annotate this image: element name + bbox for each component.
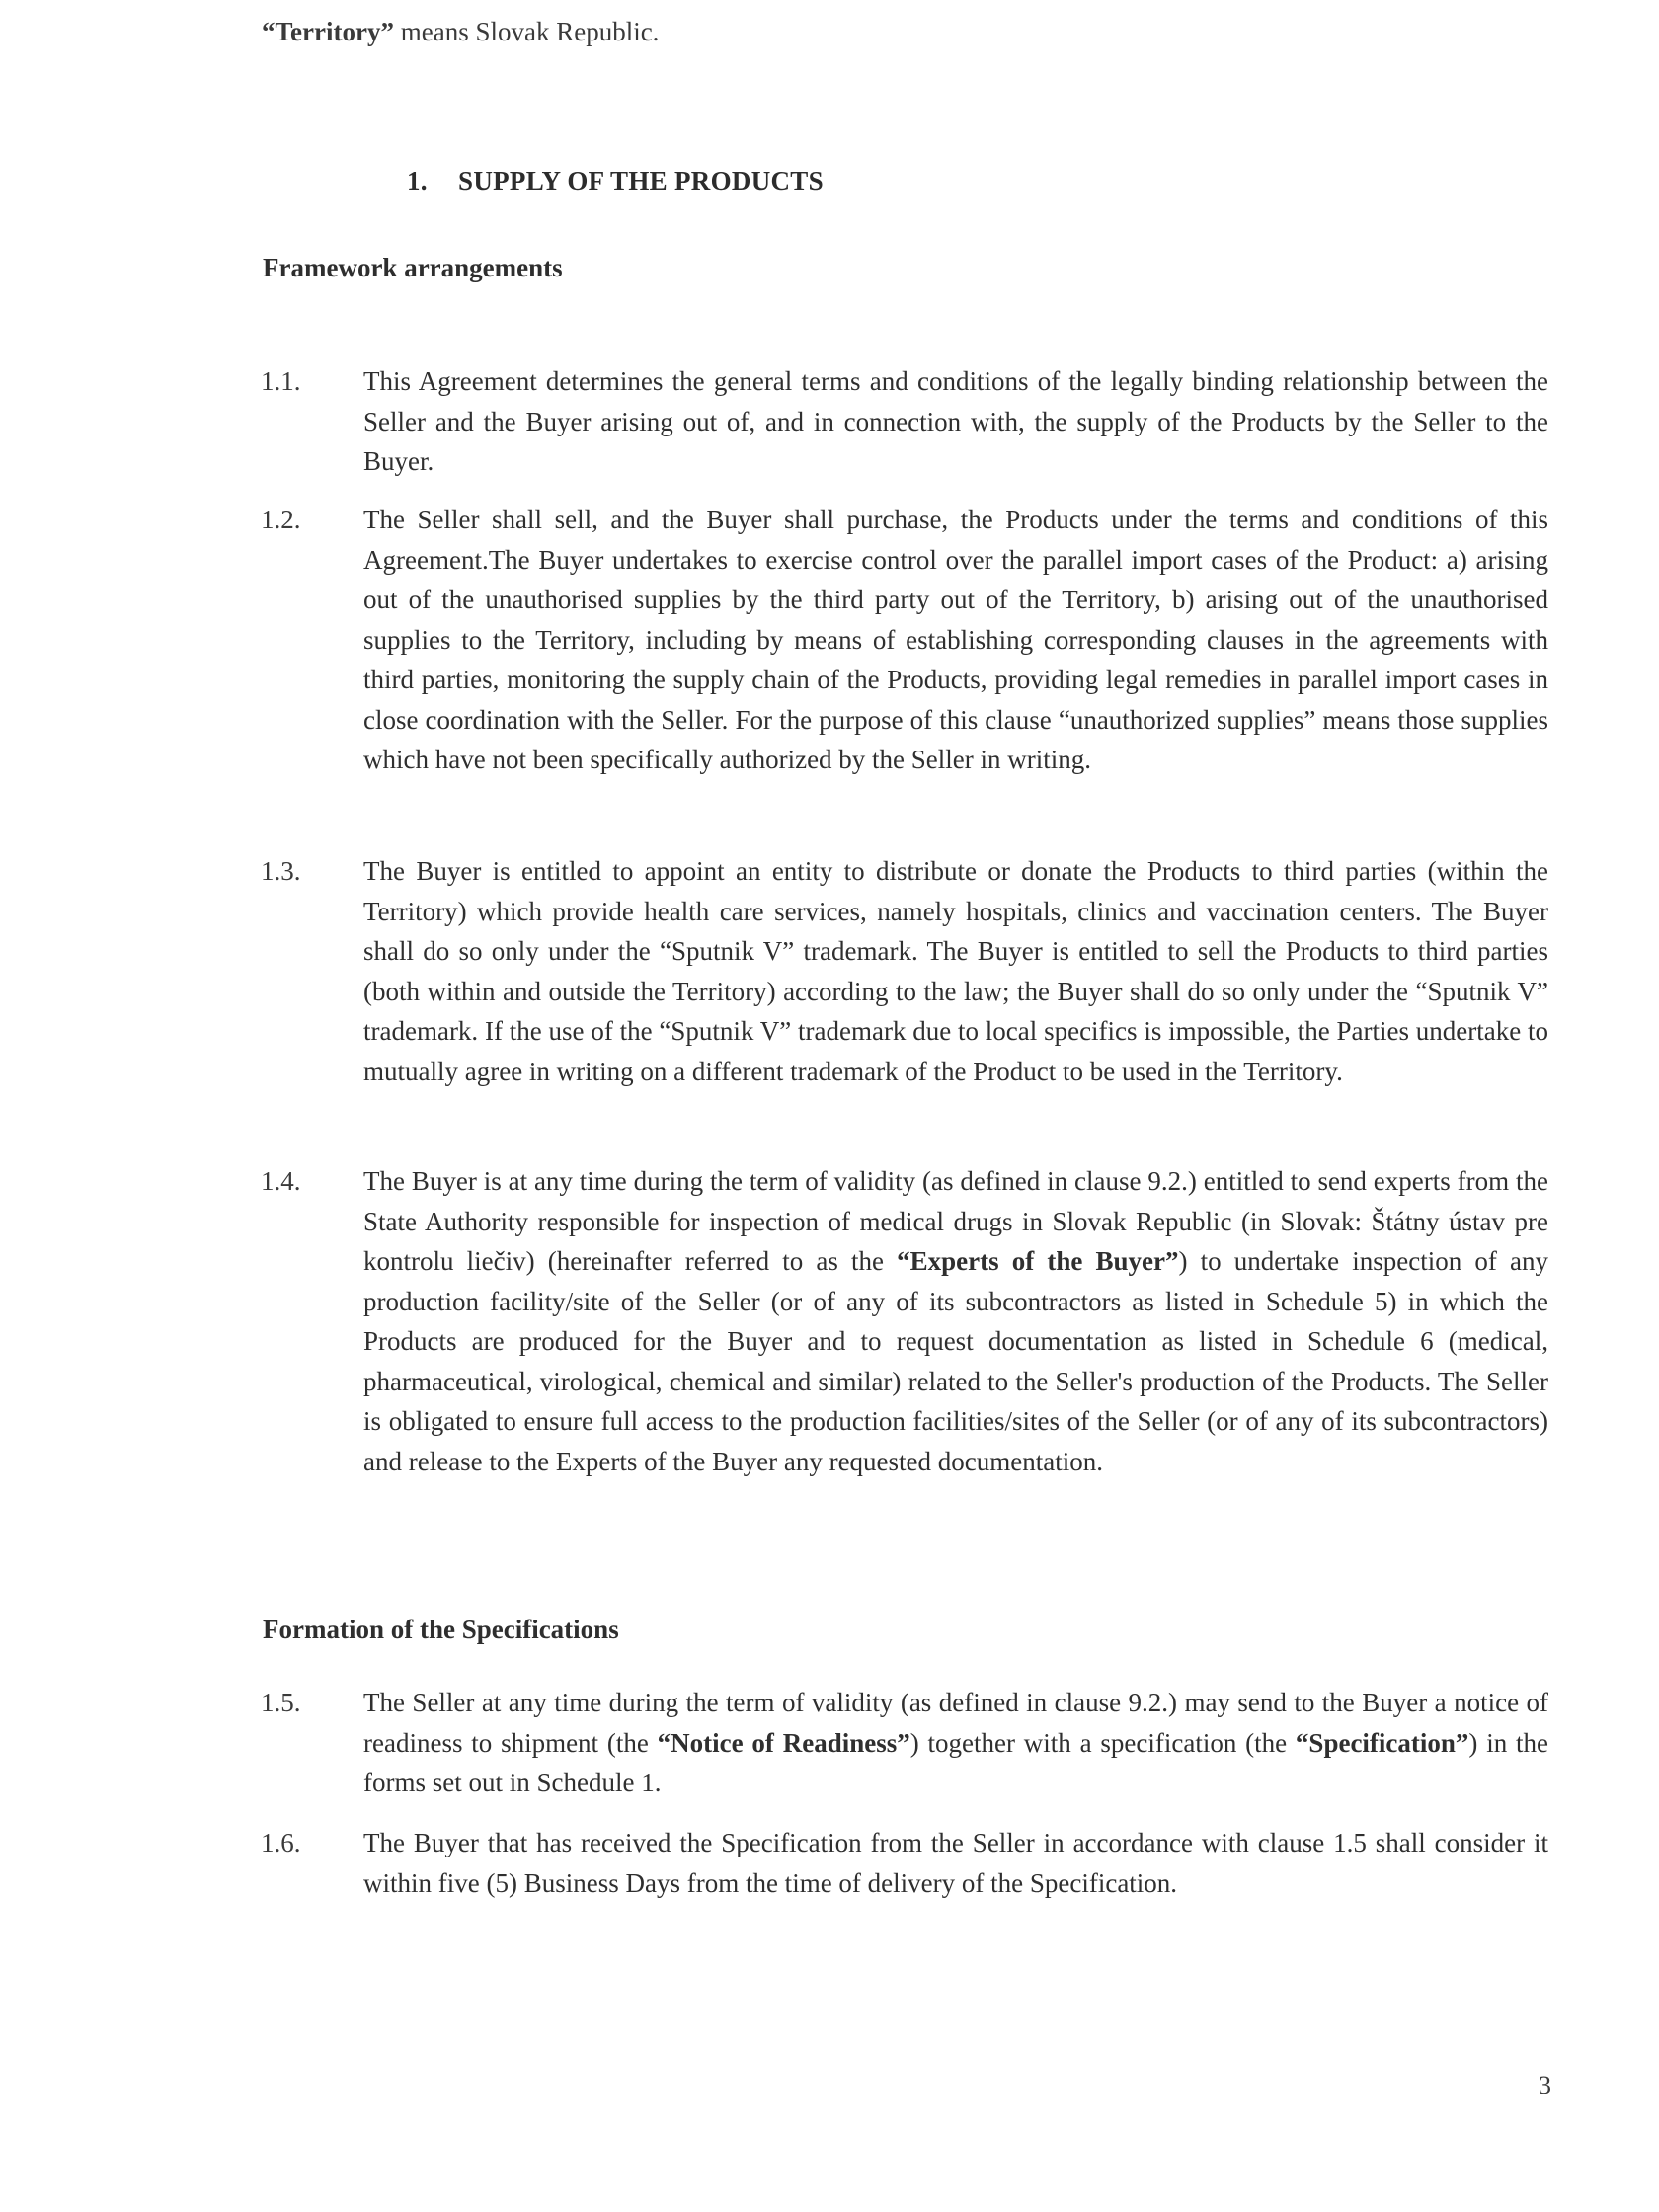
territory-definition-text: means Slovak Republic. [393, 17, 660, 46]
clause-text-part: The Seller at any time during the term of validity (as defined in clause 9.2.) may send to the Buyer a notice of readiness to shipment (the [363, 1688, 1548, 1758]
section-number: 1. [407, 166, 428, 196]
clause-text-part: ) together with a specification (the [909, 1727, 1296, 1758]
territory-term: “Territory” [262, 17, 394, 46]
defined-term-notice: “Notice of Readiness” [657, 1727, 910, 1758]
clause-text-part: ) in the forms set out in Schedule 1. [363, 1727, 1549, 1797]
page-number: 3 [1539, 2071, 1551, 2099]
defined-term-specification: “Specification” [1295, 1727, 1469, 1758]
clause-number: 1.2. [261, 505, 301, 534]
section-title: SUPPLY OF THE PRODUCTS [458, 166, 824, 196]
clause-number: 1.4. [261, 1166, 301, 1196]
clause-text: This Agreement determines the general terms and conditions of the legally binding relationship between the Seller and the Buyer arising out of, and in connection with, the supply of the Products by the Seller to the Buyer. [363, 366, 1548, 476]
clause-text: The Buyer is entitled to appoint an entity to distribute or donate the Products to third parties (within the Territory) which provide health care services, namely hospitals, clinics and vaccination centers. The Buyer shall do so only under the “Sputnik V” trademark. The Buyer is entitled to sell the Products to third parties (both within and outside the Territory) according to the law; the Buyer shall do so only under the “Sputnik V” trademark. If the use of the “Sputnik V” trademark due to local specifics is impossible, the Parties undertake to mutually agree in writing on a different trademark of the Product to be used in the Territory. [363, 856, 1548, 1086]
clause-text [363, 1683, 1548, 1803]
defined-term-experts: “Experts of the Buyer” [897, 1246, 1179, 1276]
clause-text: The Buyer that has received the Specification from the Seller in accordance with clause 1.5 shall consider it within five (5) Business Days from the time of delivery of the Specification. [363, 1828, 1548, 1898]
territory-definition [262, 14, 659, 49]
clause-number: 1.3. [261, 856, 301, 886]
clause-text [363, 1161, 1548, 1481]
clause-text-part: The Buyer is at any time during the term of validity (as defined in clause 9.2.) entitled to send experts from the State Authority responsible for inspection of medical drugs in Slovak Republic (in Slovak: Štátny ústav pre kontrolu liečiv) (hereinafter referred to as the [363, 1166, 1548, 1276]
clause-number: 1.5. [261, 1688, 301, 1717]
clause-number: 1.1. [261, 366, 301, 396]
subheading-framework: Framework arrangements [263, 253, 563, 282]
clause-number: 1.6. [261, 1828, 301, 1857]
section-heading [407, 166, 824, 197]
clause-text: The Seller shall sell, and the Buyer shall purchase, the Products under the terms and conditions of this Agreement.The Buyer undertakes to exercise control over the parallel import cases of the Product: a) arising out of the unauthorised supplies by the third party out of the Territory, b) arising out of the unauthorised supplies to the Territory, including by means of establishing corresponding clauses in the agreements with third parties, monitoring the supply chain of the Products, providing legal remedies in parallel import cases in close coordination with the Seller. For the purpose of this clause “unauthorized supplies” means those supplies which have not been specifically authorized by the Seller in writing. [363, 505, 1548, 774]
clause-text-part: ) to undertake inspection of any production facility/site of the Seller (or of any of its subcontractors as listed in Schedule 5) in which the Products are produced for the Buyer and to request documentation as listed in Schedule 6 (medical, pharmaceutical, virological, chemical and similar) related to the Seller's production of the Products. The Seller is obligated to ensure full access to the production facilities/sites of the Seller (or of any of its subcontractors) and release to the Experts of the Buyer any requested documentation. [363, 1246, 1548, 1476]
subheading-formation: Formation of the Specifications [263, 1615, 619, 1644]
